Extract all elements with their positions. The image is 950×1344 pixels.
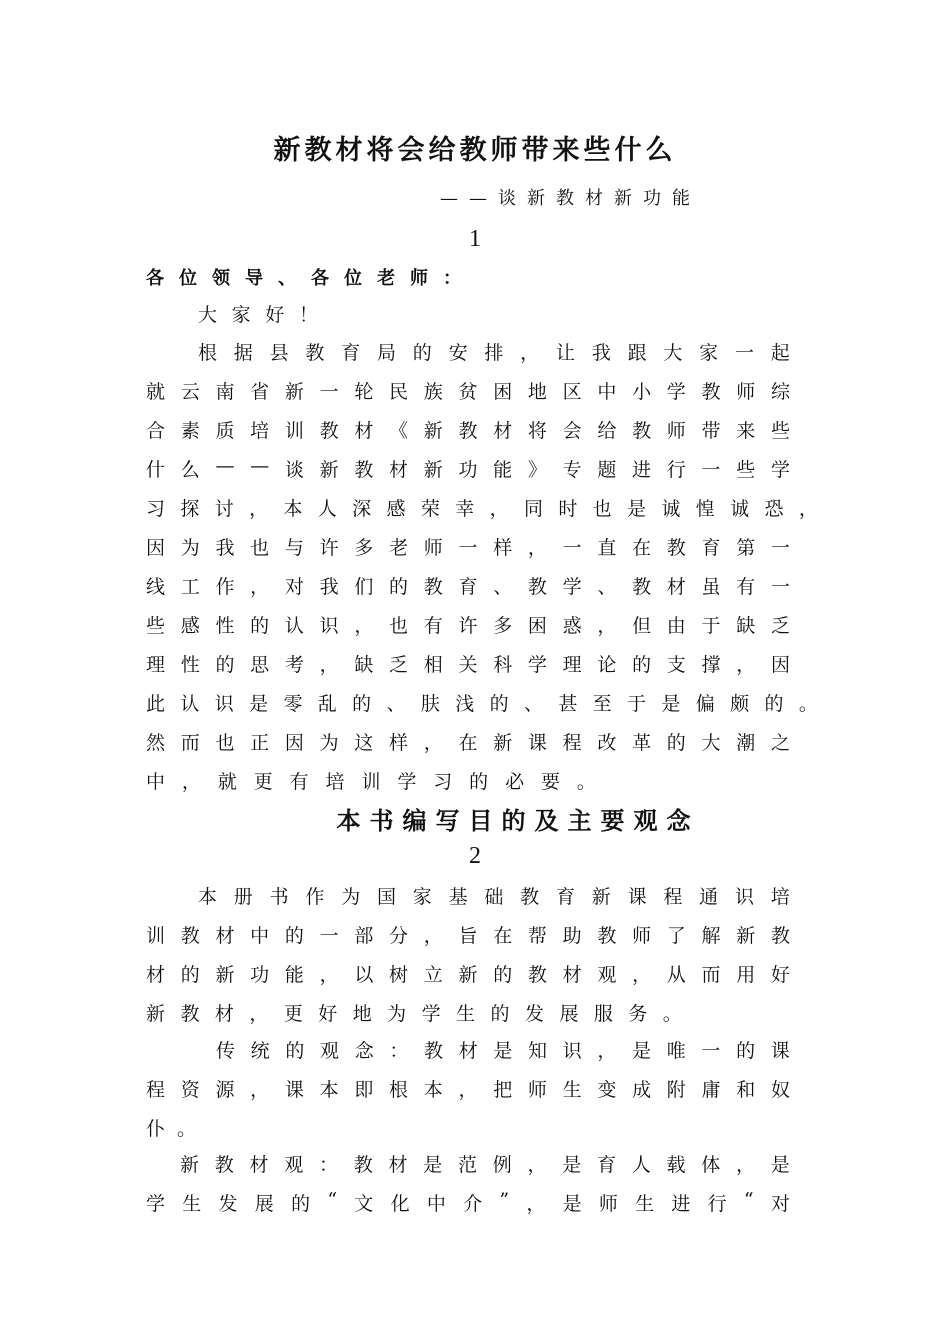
page-number-1: 1: [469, 226, 481, 252]
paragraph-line: 合 素 质 培 训 教 材 《 新 教 材 将 会 给 教 师 带 来 些: [146, 420, 790, 442]
section-heading: 本书编写目的及主要观念: [336, 807, 700, 835]
paragraph-line: 程 资 源 ， 课 本 即 根 本 ， 把 师 生 变 成 附 庸 和 奴: [146, 1079, 790, 1101]
paragraph-line: 什 么 — — 谈 新 教 材 新 功 能 》 专 题 进 行 一 些 学: [146, 455, 790, 481]
paragraph-line: 学 生 发 展 的 “ 文 化 中 介 ” ， 是 师 生 进 行 “ 对: [146, 1189, 790, 1215]
document-title: 新教材将会给教师带来些什么: [273, 135, 677, 166]
document-subtitle: ——谈新教材新功能: [440, 188, 701, 209]
paragraph-line: 本 册 书 作 为 国 家 基 础 教 育 新 课 程 通 识 培: [198, 886, 790, 908]
paragraph-line: 就 云 南 省 新 一 轮 民 族 贫 困 地 区 中 小 学 教 师 综: [146, 381, 790, 403]
paragraph-line: 些 感 性 的 认 识 ， 也 有 许 多 困 惑 ， 但 由 于 缺 乏: [146, 615, 790, 637]
paragraph-line: 材 的 新 功 能 ， 以 树 立 新 的 教 材 观 ， 从 而 用 好: [146, 964, 790, 986]
paragraph-line: 理 性 的 思 考 ， 缺 乏 相 关 科 学 理 论 的 支 撑 ， 因: [146, 654, 790, 676]
page-number-2: 2: [469, 843, 481, 869]
paragraph-line: 根 据 县 教 育 局 的 安 排 ， 让 我 跟 大 家 一 起: [198, 342, 790, 364]
salutation: 各位领导、各位老师：: [146, 268, 476, 289]
paragraph-line: 线 工 作 ， 对 我 们 的 教 育 、 教 学 、 教 材 虽 有 一: [146, 576, 790, 598]
paragraph-line: 仆 。: [146, 1118, 196, 1140]
paragraph-line: 新 教 材 观 ： 教 材 是 范 例 ， 是 育 人 载 体 ， 是: [180, 1154, 790, 1176]
paragraph-line: 训 教 材 中 的 一 部 分 ， 旨 在 帮 助 教 师 了 解 新 教: [146, 925, 790, 947]
paragraph-line: 新 教 材 ， 更 好 地 为 学 生 的 发 展 服 务 。: [146, 1003, 682, 1025]
paragraph-line: 习 探 讨 ， 本 人 深 感 荣 幸 ， 同 时 也 是 诚 惶 诚 恐 ，: [146, 498, 818, 520]
paragraph-line: 大 家 好 ！: [198, 304, 318, 326]
paragraph-line: 此 认 识 是 零 乱 的 、 肤 浅 的 、 甚 至 于 是 偏 颇 的 。: [146, 693, 818, 715]
paragraph-line: 传 统 的 观 念 ： 教 材 是 知 识 ， 是 唯 一 的 课: [216, 1040, 790, 1062]
paragraph-line: 因 为 我 也 与 许 多 老 师 一 样 ， 一 直 在 教 育 第 一: [146, 537, 790, 559]
paragraph-line: 中 ， 就 更 有 培 训 学 习 的 必 要 。: [146, 771, 596, 793]
paragraph-line: 然 而 也 正 因 为 这 样 ， 在 新 课 程 改 革 的 大 潮 之: [146, 732, 790, 754]
